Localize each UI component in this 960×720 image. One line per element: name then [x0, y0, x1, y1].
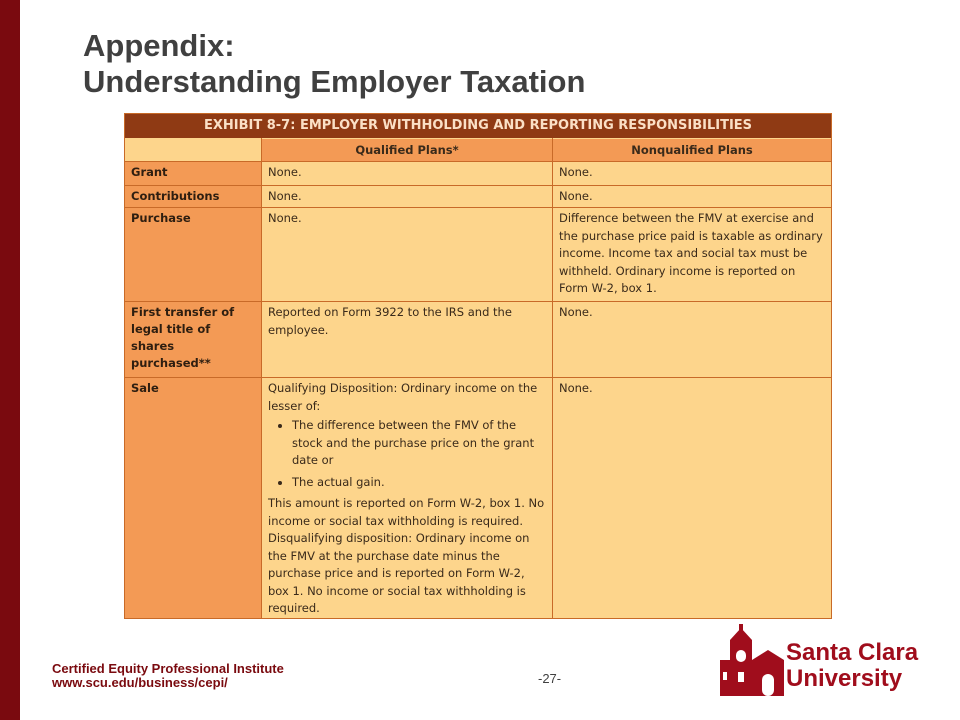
sale-qualified-intro: Qualifying Disposition: Ordinary income on the lesser of: [268, 381, 538, 413]
row-label-contributions: Contributions [125, 185, 261, 207]
grid-line [125, 207, 831, 208]
title-line-2: Understanding Employer Taxation [83, 64, 586, 99]
grid-line [261, 138, 262, 618]
exhibit-title: EXHIBIT 8-7: EMPLOYER WITHHOLDING AND REPORTING RESPONSIBILITIES [125, 114, 831, 138]
contributions-nonqualified: None. [559, 189, 593, 203]
grid-line [125, 161, 831, 162]
contributions-qualified: None. [268, 189, 302, 203]
row-label-sale: Sale [125, 377, 261, 618]
column-header-qualified: Qualified Plans* [262, 139, 552, 161]
slide-title [83, 28, 585, 100]
footer-organization: Certified Equity Professional Institute [52, 661, 284, 676]
university-logo-text [786, 640, 918, 692]
exhibit-table [124, 113, 832, 619]
grid-line [125, 301, 831, 302]
grant-qualified: None. [268, 165, 302, 179]
list-item: • The actual gain. [292, 474, 546, 492]
purchase-nonqualified: Difference between the FMV at exercise and the purchase price paid is taxable as ordinary income. Income tax and social tax must be withheld. Ordinary income is reported on Form W-2, box 1. [559, 211, 823, 295]
sale-qualified-bullets [268, 417, 546, 491]
logo-line-2: University [786, 665, 903, 692]
title-line-1: Appendix: [83, 28, 235, 63]
first-transfer-nonqualified: None. [559, 305, 593, 319]
page-number: -27- [538, 671, 562, 686]
sale-nonqualified: None. [559, 381, 593, 395]
list-item: • The difference between the FMV of the stock and the purchase price on the grant date or [292, 417, 546, 470]
sale-qualified-after: This amount is reported on Form W-2, box 1. No income or social tax withholding is required. Disqualifying disposition: Ordinary income on the FMV at the purchase date minus the purchase price and is reported on Form W-2, box 1. No income or social tax withholding is required. [268, 496, 545, 615]
row-label-purchase: Purchase [125, 207, 261, 301]
left-accent-bar [0, 0, 20, 720]
row-label-first-transfer: First transfer of legal title of shares purchased** [125, 301, 261, 377]
row-label-grant: Grant [125, 161, 261, 185]
purchase-qualified: None. [268, 211, 302, 225]
logo-line-1: Santa Clara [786, 639, 919, 666]
column-header-nonqualified: Nonqualified Plans [553, 139, 831, 161]
sale-qualified [262, 377, 552, 621]
grid-line [125, 377, 831, 378]
footer-url[interactable]: www.scu.edu/business/cepi/ [52, 675, 228, 690]
first-transfer-qualified: Reported on Form 3922 to the IRS and the employee. [268, 305, 512, 337]
grant-nonqualified: None. [559, 165, 593, 179]
grid-line [125, 185, 831, 186]
grid-line [552, 138, 553, 618]
